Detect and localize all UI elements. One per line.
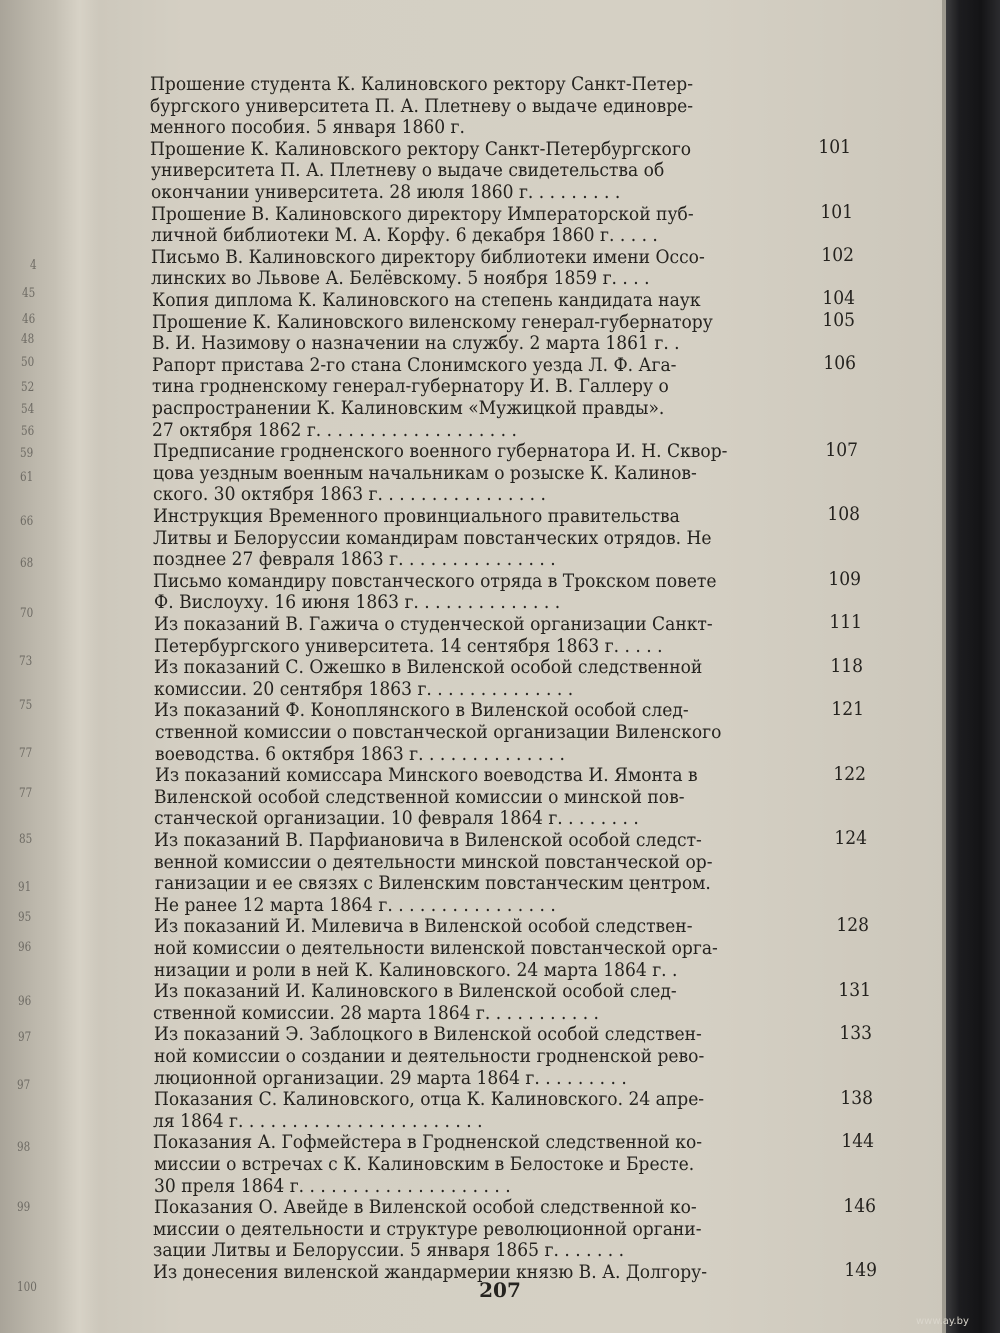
toc-line: низации и роли в ней К. Калиновского. 24 марта 1864 г. . [154,959,678,981]
facing-page-number: 52 [21,380,35,395]
toc-line: ского. 30 октября 1863 г. . . . . . . . . . . . . . . . [153,483,547,505]
toc-line: миссии о деятельности и структуре революционной органи- [153,1218,702,1240]
toc-page-number: 101 [818,136,851,158]
toc-line: ственной комиссии. 28 марта 1864 г. . . . . . . . . . . [153,1002,600,1024]
toc-page-number: 131 [838,979,871,1001]
toc-line: Не ранее 12 марта 1864 г. . . . . . . . . . . . . . . . [154,894,556,916]
toc-page-number: 105 [822,309,855,331]
toc-line: зации Литвы и Белоруссии. 5 января 1865 г. . . . . . . [153,1239,625,1261]
facing-page-number: 70 [20,606,34,621]
toc-line: ной комиссии о создании и деятельности гродненской рево- [154,1045,705,1067]
toc-page-number: 108 [827,503,860,525]
toc-line: Письмо В. Калиновского директору библиотеки имени Оссо- [151,246,705,268]
facing-page-number: 96 [18,940,32,955]
facing-page-number: 97 [18,1030,32,1045]
toc-line: окончании университета. 28 июля 1860 г. . . . . . . . . [151,181,621,203]
toc-line: Из показаний И. Калиновского в Виленской особой след- [154,980,677,1002]
toc-page-number: 121 [831,698,864,720]
toc-line: тина гродненскому генерал-губернатору И. В. Галлеру о [152,375,669,397]
toc-page-number: 133 [839,1022,872,1044]
toc-line: воеводства. 6 октября 1863 г. . . . . . . . . . . . . . [155,743,565,765]
facing-page-number: 77 [19,746,33,761]
facing-page-number: 75 [19,698,33,713]
facing-page-number: 85 [19,832,33,847]
facing-page-number: 45 [22,286,36,301]
facing-page-number: 99 [17,1200,31,1215]
facing-page-number: 59 [20,446,34,461]
toc-line: Из донесения виленской жандармерии князю В. А. Долгору- [153,1261,708,1283]
toc-line: личной библиотеки М. А. Корфу. 6 декабря 1860 г. . . . . [151,224,658,246]
toc-page-number: 118 [830,655,863,677]
toc-line: Из показаний В. Парфиановича в Виленской особой следст- [154,829,702,851]
facing-page-number: 100 [17,1280,37,1295]
page-folio: 207 [479,1278,521,1302]
toc-line: комиссии. 20 сентября 1863 г. . . . . . . . . . . . . . [154,678,574,700]
toc-line: менного пособия. 5 января 1860 г. [150,116,465,138]
facing-page-number: 54 [21,402,35,417]
toc-line: Прошение В. Калиновского директору Императорской пуб- [151,203,694,225]
toc-line: ля 1864 г. . . . . . . . . . . . . . . . . . . . . . . [153,1110,483,1132]
toc-page-number: 107 [825,439,858,461]
facing-page-number: 91 [18,880,32,895]
toc-line: В. И. Назимову о назначении на службу. 2 марта 1861 г. . [152,332,680,354]
toc-page-number: 128 [836,914,869,936]
toc-page-number: 106 [823,352,856,374]
facing-page-number: 73 [19,654,33,669]
toc-page-number: 111 [829,611,862,633]
toc-line: Предписание гродненского военного губернатора И. Н. Сквор- [153,440,728,462]
toc-line: Показания А. Гофмейстера в Гродненской следственной ко- [153,1131,703,1153]
toc-page-number: 102 [821,244,854,266]
facing-page-number: 68 [20,556,34,571]
toc-line: Инструкция Временного провинциального правительства [153,505,680,527]
toc-line: ственной комиссии о повстанческой организации Виленского [155,721,722,743]
toc-page-number: 124 [834,827,867,849]
toc-line: позднее 27 февраля 1863 г. . . . . . . . . . . . . . . [153,548,556,570]
toc-line: линских во Львове А. Белёвскому. 5 ноября 1859 г. . . . [151,267,650,289]
facing-page-number: 56 [21,424,35,439]
facing-page-number: 95 [18,910,32,925]
facing-page-number: 4 [30,258,37,273]
toc-page-number: 101 [820,201,853,223]
facing-page-number: 97 [17,1078,31,1093]
toc-line: Из показаний Э. Заблоцкого в Виленской особой следствен- [154,1023,702,1045]
toc-page-number: 149 [844,1259,877,1281]
facing-page-number: 66 [20,514,34,529]
toc-line: Письмо командиру повстанческого отряда в Трокском повете [153,570,717,592]
toc-line: Из показаний Ф. Коноплянского в Виленской особой след- [154,699,689,721]
toc-page-number: 122 [833,763,866,785]
toc-line: Из показаний комиссара Минского воеводства И. Ямонта в [155,764,698,786]
toc-line: венной комиссии о деятельности минской повстанческой ор- [154,851,713,873]
watermark: www.ay.by [916,1316,969,1327]
toc-line: Прошение студента К. Калиновского ректору Санкт-Петер- [150,73,694,95]
toc-line: Из показаний С. Ожешко в Виленской особой следственной [154,656,703,678]
toc-line: бургского университета П. А. Плетневу о выдаче единовре- [150,95,694,117]
toc-page-number: 144 [841,1130,874,1152]
toc-page-number: 146 [843,1195,876,1217]
toc-line: Из показаний В. Гажича о студенческой организации Санкт- [154,613,713,635]
facing-page-number: 48 [21,332,35,347]
toc-line: Петербургского университета. 14 сентября 1863 г. . . . . [154,635,663,657]
toc-line: ной комиссии о деятельности виленской повстанческой орга- [154,937,718,959]
toc-line: Литвы и Белоруссии командирам повстанческих отрядов. Не [153,527,712,549]
toc-line: университета П. А. Плетневу о выдаче свидетельства об [151,159,665,181]
toc-line: цова уездным военным начальникам о розыске К. Калинов- [153,462,697,484]
toc-line: люционной организации. 29 марта 1864 г. . . . . . . . . [154,1067,627,1089]
toc-line: Прошение К. Калиновского виленскому генерал-губернатору [152,311,713,333]
facing-page-number: 77 [19,786,33,801]
toc-line: миссии о встречах с К. Калиновским в Белостоке и Бресте. [154,1153,695,1175]
facing-page-number: 46 [22,312,36,327]
toc-line: ганизации и ее связях с Виленским повстанческим центром. [155,872,711,894]
toc-line: Показания С. Калиновского, отца К. Калиновского. 24 апре- [154,1088,705,1110]
facing-page-number: 50 [21,355,35,370]
toc-line: Копия диплома К. Калиновского на степень кандидата наук [152,289,701,311]
toc-line: Прошение К. Калиновского ректору Санкт-Петербургского [150,138,692,160]
facing-page-number: 96 [18,994,32,1009]
toc-line: 27 октября 1862 г. . . . . . . . . . . . . . . . . . . [152,419,517,441]
toc-line: Показания О. Авейде в Виленской особой следственной ко- [154,1196,697,1218]
facing-page-number: 61 [20,470,34,485]
toc-page-number: 138 [840,1087,873,1109]
book-cover-edge [946,0,1000,1333]
toc-page-number: 109 [828,568,861,590]
toc-line: Рапорт пристава 2-го стана Слонимского уезда Л. Ф. Ага- [152,354,677,376]
toc-line: станческой организации. 10 февраля 1864 г. . . . . . . . [154,807,639,829]
toc-page-number: 104 [822,287,855,309]
toc-line: Виленской особой следственной комиссии о минской пов- [154,786,685,808]
toc-line: Ф. Вислоуху. 16 июня 1863 г. . . . . . . . . . . . . . [154,591,561,613]
toc-line: 30 преля 1864 г. . . . . . . . . . . . . . . . . . . . [154,1175,511,1197]
toc-line: распространении К. Калиновским «Мужицкой правды». [152,397,665,419]
toc-line: Из показаний И. Милевича в Виленской особой следствен- [154,915,693,937]
facing-page-number: 98 [17,1140,31,1155]
